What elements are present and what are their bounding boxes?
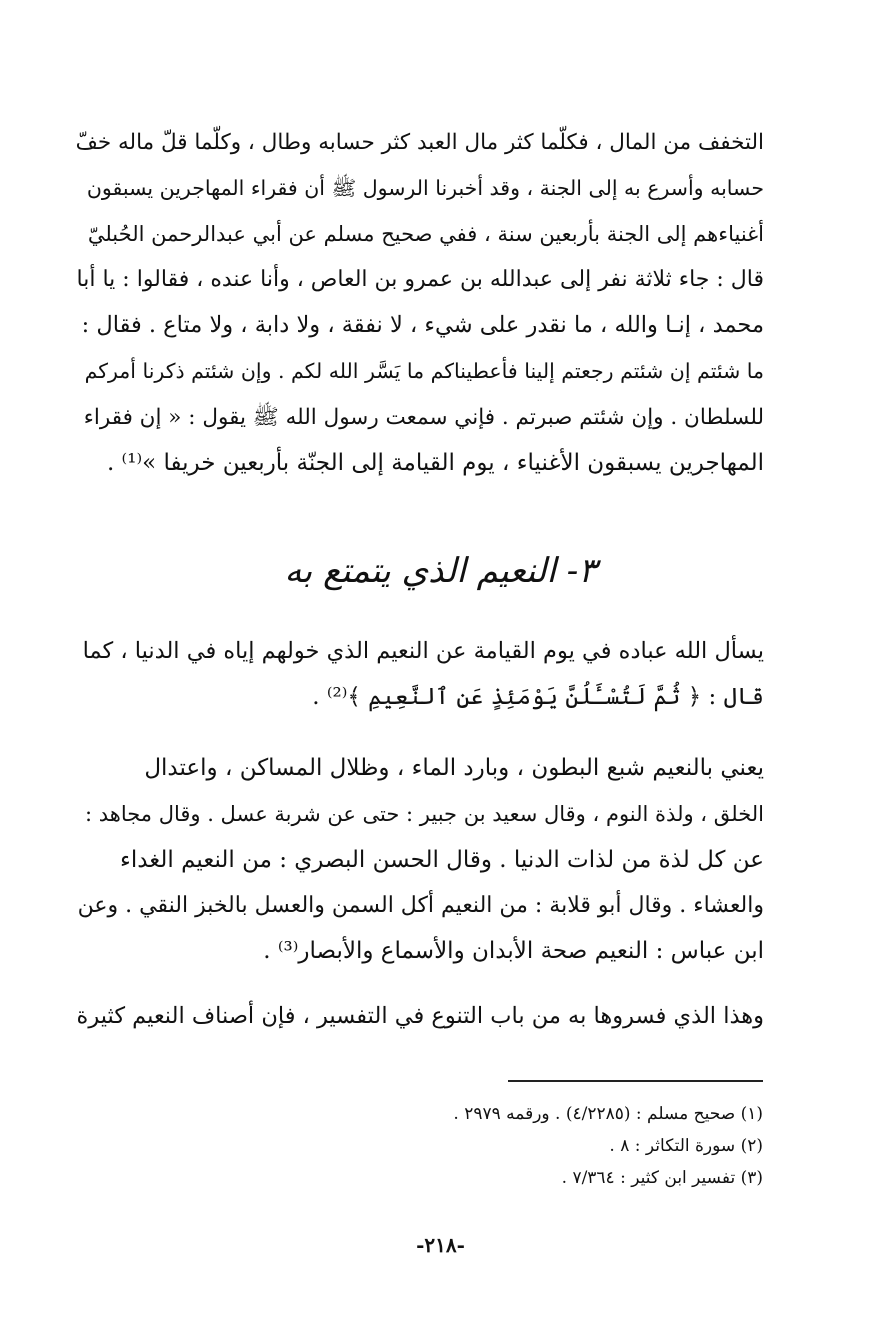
section-heading: ٣- النعيم الذي يتمتع به <box>284 551 597 591</box>
footnote-1: (١) صحيح مسلم : (٤/٢٢٨٥) . ورقمه ٢٩٧٩ . <box>453 1104 763 1124</box>
paragraph-4 <box>74 994 764 1040</box>
paragraph-2 <box>74 629 764 721</box>
text-line: ما شئتم إن شئتم رجعتم إلينا فأعطيناكم ما يَسَّر الله لكم . وإن شئتم ذكرنا أمركم <box>84 358 764 383</box>
text-line: قال : ﴿ ثُمَّ لَتُسْـَٔلُنَّ يَوْمَئِذٍ عَنِ ٱلنَّعِيمِ ﴾⁽²⁾ . <box>312 683 764 710</box>
text-line: محمد ، إنـا والله ، ما نقدر على شيء ، لا نفقة ، ولا دابة ، ولا متاع . فقال : <box>81 312 764 339</box>
footnote-2: (٢) سورة التكاثر : ٨ . <box>609 1136 763 1156</box>
text-line: عن كل لذة من لذات الدنيا . وقال الحسن البصري : من النعيم الغداء <box>120 846 764 873</box>
footnotes <box>300 1098 763 1194</box>
text-line: يعني بالنعيم شبع البطون ، وبارد الماء ، وظلال المساكن ، واعتدال <box>144 755 764 781</box>
text-line: التخفف من المال ، فكلّما كثر مال العبد كثر حسابه وطال ، وكلّما قلّ ماله خفّ <box>75 130 764 155</box>
text-line: قال : جاء ثلاثة نفر إلى عبدالله بن عمرو بن العاص ، وأنا عنده ، فقالوا : يا أبا <box>76 267 764 293</box>
text-line: أغنياءهم إلى الجنة بأربعين سنة ، ففي صحيح مسلم عن أبي عبدالرحمن الحُبليّ <box>87 221 764 246</box>
page-number: -٢١٨- <box>416 1233 465 1257</box>
text-line: يسأل الله عباده في يوم القيامة عن النعيم الذي خولهم إياه في الدنيا ، كما <box>82 638 764 664</box>
text-line: الخلق ، ولذة النوم ، وقال سعيد بن جبير : حتى عن شربة عسل . وقال مجاهد : <box>84 801 764 826</box>
text-line: ابن عباس : النعيم صحة الأبدان والأسماع والأبصار⁽³⁾ . <box>263 938 764 965</box>
text-line: حسابه وأسرع به إلى الجنة ، وقد أخبرنا الرسول ﷺ أن فقراء المهاجرين يسبقون <box>86 175 764 200</box>
paragraph-1 <box>74 120 764 486</box>
text-line: والعشاء . وقال أبو قلابة : من النعيم أكل السمن والعسل بالخبز النقي . وعن <box>77 893 764 919</box>
paragraph-3 <box>74 746 764 975</box>
text-line: للسلطان . وإن شئتم صبرتم . فإني سمعت رسول الله ﷺ يقول : « إن فقراء <box>83 404 764 430</box>
text-line: المهاجرين يسبقون الأغنياء ، يوم القيامة إلى الجنّة بأربعين خريفا »⁽¹⁾ . <box>106 449 764 476</box>
footnote-3: (٣) تفسير ابن كثير : ٧/٣٦٤ . <box>561 1168 763 1188</box>
footnote-divider <box>508 1080 763 1082</box>
text-line: وهذا الذي فسروها به من باب التنوع في التفسير ، فإن أصناف النعيم كثيرة <box>76 1003 764 1029</box>
